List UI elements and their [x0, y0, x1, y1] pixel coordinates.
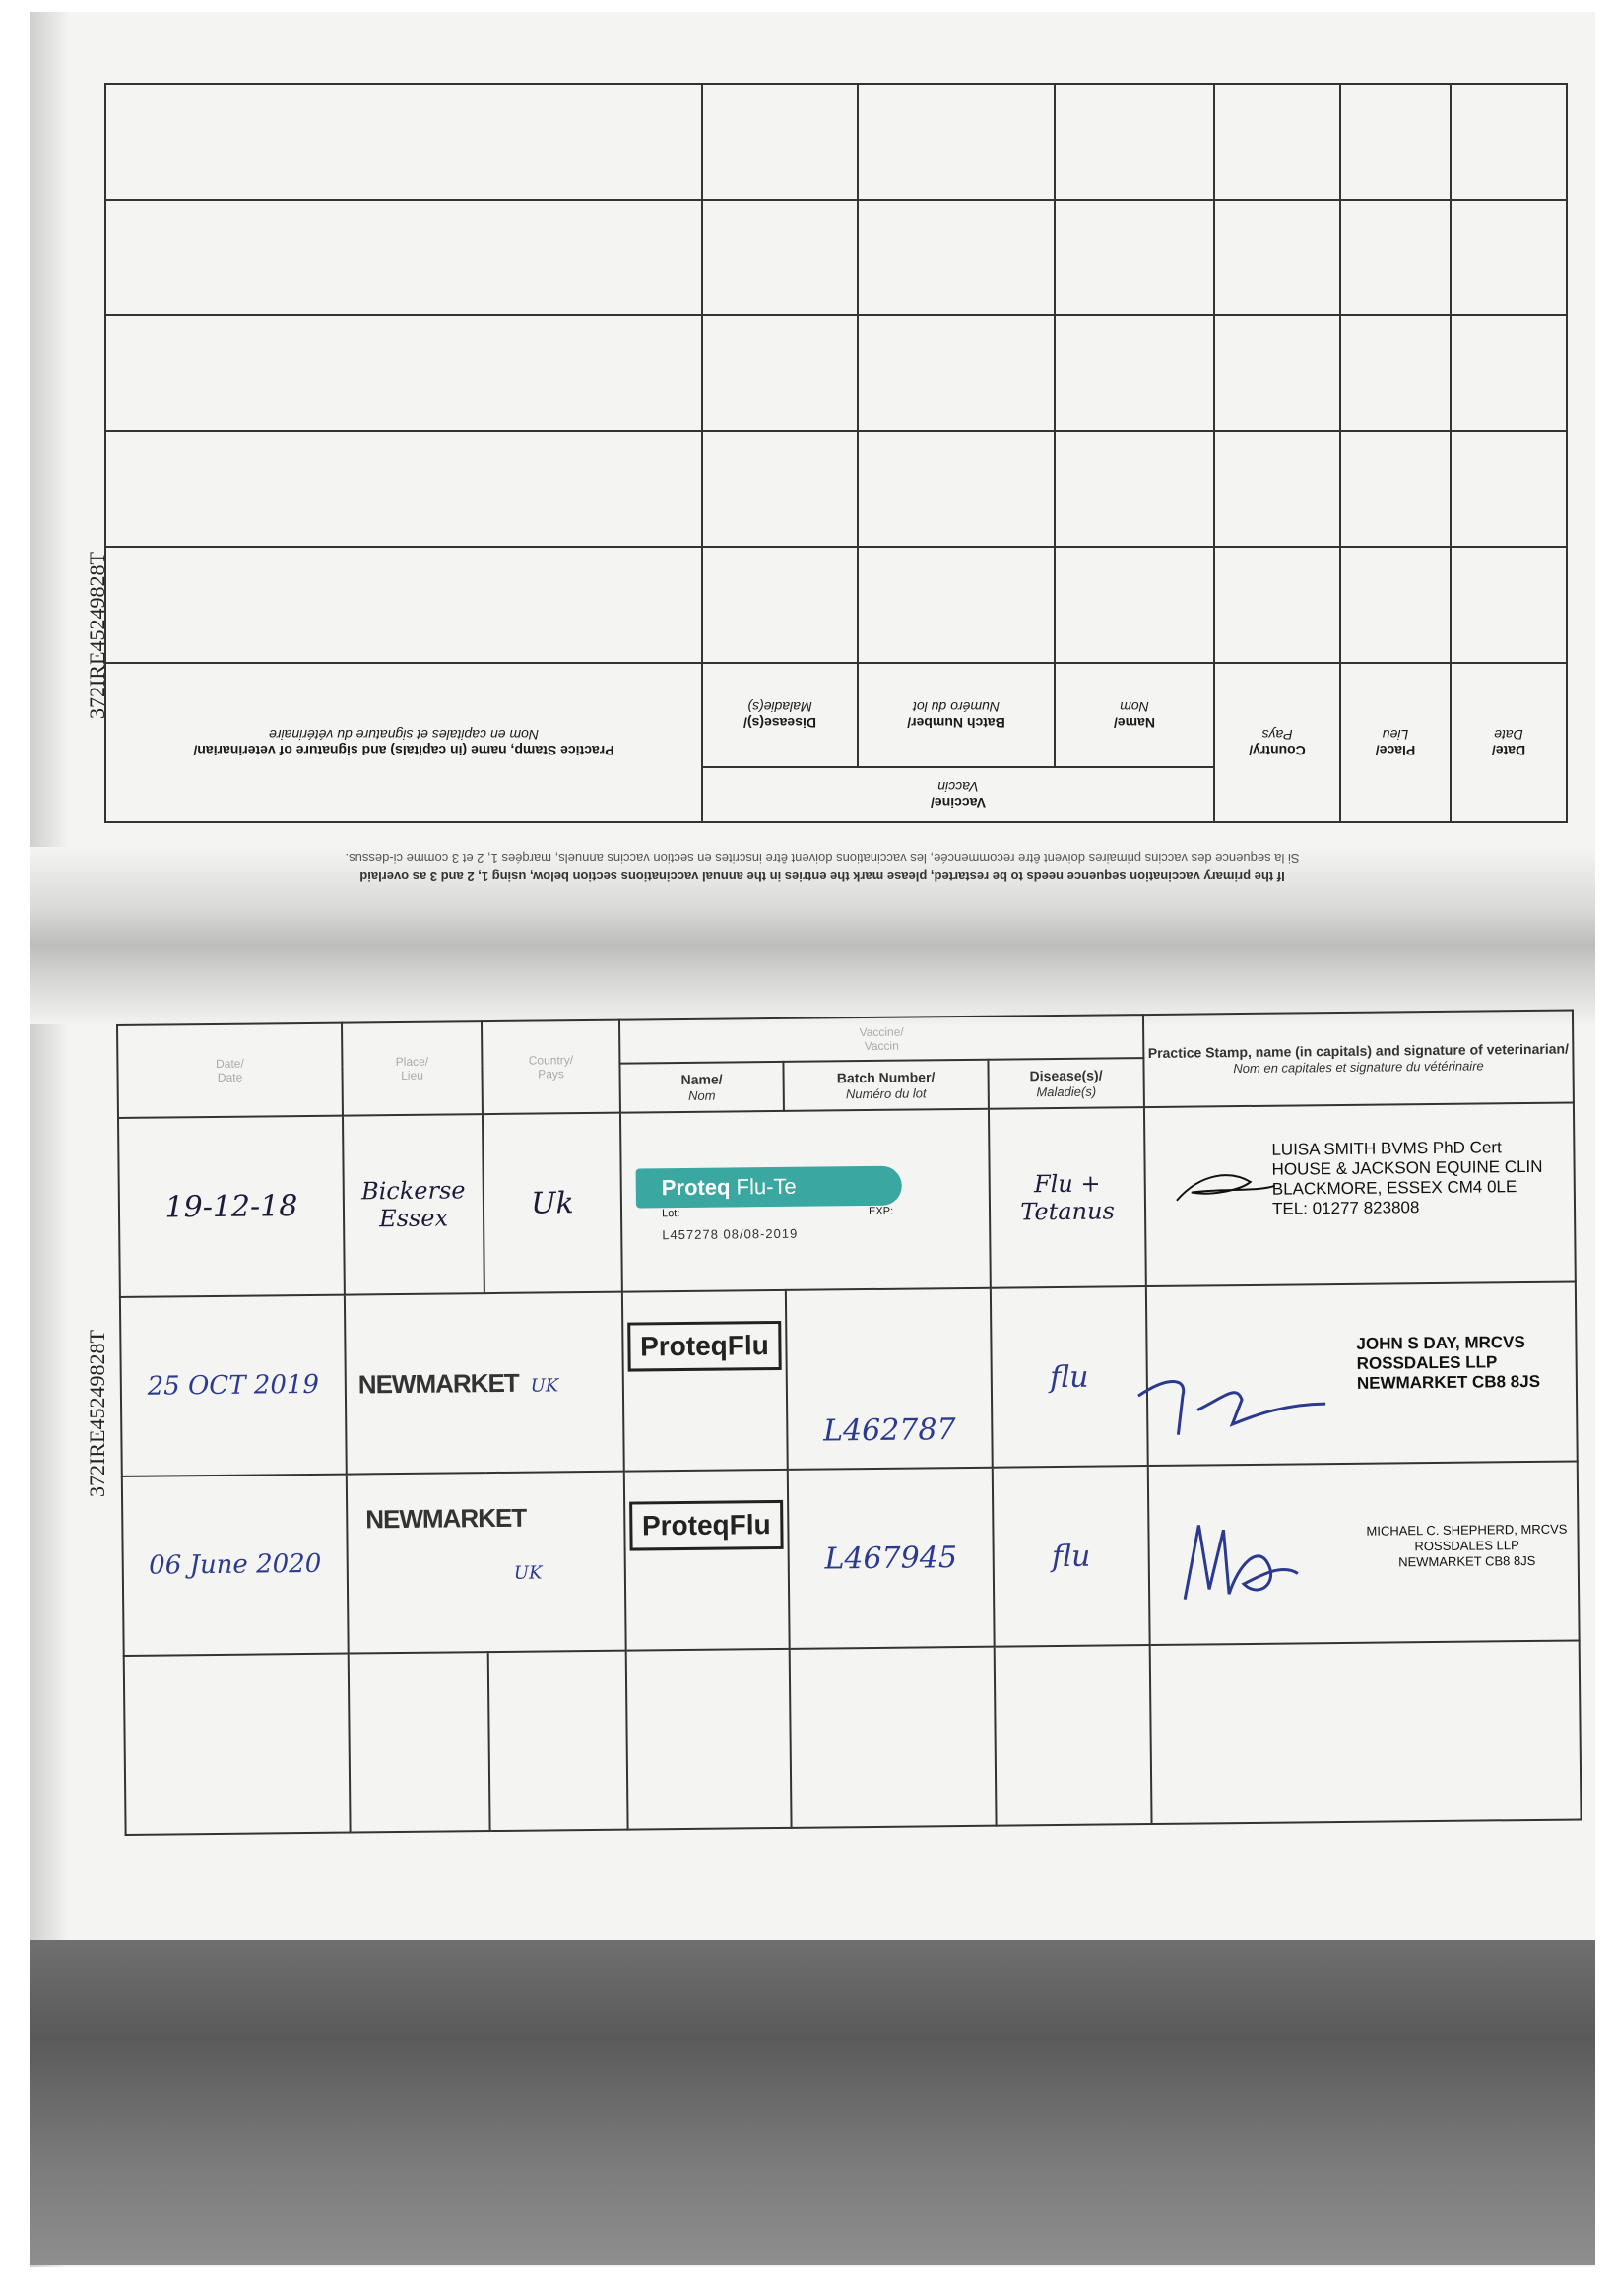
table-row — [122, 1461, 1580, 1655]
header-name: Name/ Nom — [619, 1062, 784, 1113]
table-row — [105, 84, 1567, 200]
page-edge-shadow — [30, 12, 69, 2267]
vet-stamp: MICHAEL C. SHEPHERD, MRCVS ROSSDALES LLP NEWMARKET CB8 8JS — [1366, 1521, 1568, 1570]
header-country: Country/ Pays — [1214, 663, 1340, 822]
vet-cell — [1148, 1461, 1580, 1645]
header-batch: Batch Number/ Numéro du lot — [858, 663, 1055, 767]
disease-cell: flu — [993, 1466, 1150, 1647]
table-row — [124, 1640, 1582, 1834]
place-cell: NEWMARKET UK — [347, 1472, 626, 1654]
header-batch: Batch Number/ Numéro du lot — [783, 1060, 989, 1111]
header-disease: Disease(s)/ Maladie(s) — [988, 1058, 1144, 1109]
table-row — [105, 547, 1567, 663]
vet-cell — [1146, 1281, 1578, 1466]
header-name: Name/ Nom — [1055, 663, 1214, 767]
vet-signature — [1129, 1354, 1346, 1445]
upper-vaccination-table — [106, 83, 1568, 823]
document-id-lower: 372IRE45249828T — [85, 1330, 109, 1497]
restart-instructions: If the primary vaccination sequence needs to be restarted, please mark the entries in the annual vaccinations section below, using 1, 2 and 3 as overlaid Si la sequence des vaccins primaires doivent être recommencée, les vaccinations doivent être inscrites en section vaccins annuels, marqées 1, 2 et 3 comme ci-dessus. — [345, 851, 1300, 884]
header-vaccine: Vaccine/ Vaccin — [619, 1015, 1143, 1064]
lot-number: L457278 08/08-2019 — [662, 1225, 799, 1243]
vet-cell — [1144, 1103, 1576, 1287]
country-cell: Uk — [483, 1113, 622, 1293]
table-row — [120, 1281, 1578, 1476]
vaccine-sticker-cell — [620, 1109, 991, 1292]
table-row — [105, 431, 1567, 548]
vet-signature — [1169, 1504, 1308, 1613]
header-country: Country/ Pays — [482, 1020, 620, 1114]
vaccine-name-cell: ProteqFlu — [624, 1470, 790, 1651]
disease-cell: Flu + Tetanus — [989, 1107, 1146, 1288]
exp-label: EXP: — [868, 1205, 894, 1218]
vaccine-name-cell: ProteqFlu — [622, 1290, 788, 1472]
header-vet: Practice Stamp, name (in capitals) and signature of veterinarian/ Nom en capitales et signature du vétérinaire — [1143, 1011, 1574, 1108]
date-cell: 25 OCT 2019 — [120, 1295, 347, 1476]
table-row — [118, 1103, 1576, 1297]
lot-label: Lot: — [661, 1208, 680, 1220]
proteq-vaccine-sticker: Proteq Flu-Te — [636, 1166, 902, 1209]
date-cell: 06 June 2020 — [122, 1475, 349, 1656]
disease-cell: flu — [991, 1286, 1148, 1468]
vet-signature — [1172, 1162, 1281, 1213]
header-vaccine: Vaccine/ Vaccin — [702, 767, 1214, 822]
header-place: Place/ Lieu — [342, 1021, 483, 1115]
place-cell: Bickerse Essex — [343, 1114, 484, 1294]
table-row — [105, 315, 1567, 431]
header-place: Place/ Lieu — [1340, 663, 1451, 822]
batch-cell: L467945 — [788, 1468, 995, 1649]
date-cell: 19-12-18 — [118, 1116, 345, 1297]
header-disease: Disease(s)/ Maladie(s) — [702, 663, 858, 767]
document-id-upper: 372IRE45249828T — [85, 552, 109, 719]
scan-bottom-shadow — [30, 1940, 1595, 2265]
place-cell: NEWMARKET UK — [345, 1292, 624, 1475]
lower-vaccination-table — [116, 1010, 1581, 1891]
header-date: Date/ Date — [1451, 663, 1567, 822]
header-date: Date/ Date — [117, 1023, 343, 1118]
table-row — [105, 200, 1567, 316]
vet-stamp: LUISA SMITH BVMS PhD Cert HOUSE & JACKSON EQUINE CLIN BLACKMORE, ESSEX CM4 0LE TEL: 01277 823808 — [1271, 1138, 1543, 1218]
vet-stamp: JOHN S DAY, MRCVS ROSSDALES LLP NEWMARKET CB8 8JS — [1356, 1333, 1541, 1393]
batch-cell: L462787 — [786, 1288, 993, 1470]
header-vet: Practice Stamp, name (in capitals) and signature of veterinarian/ Nom en capitales et signature du vétérinaire — [105, 663, 702, 822]
